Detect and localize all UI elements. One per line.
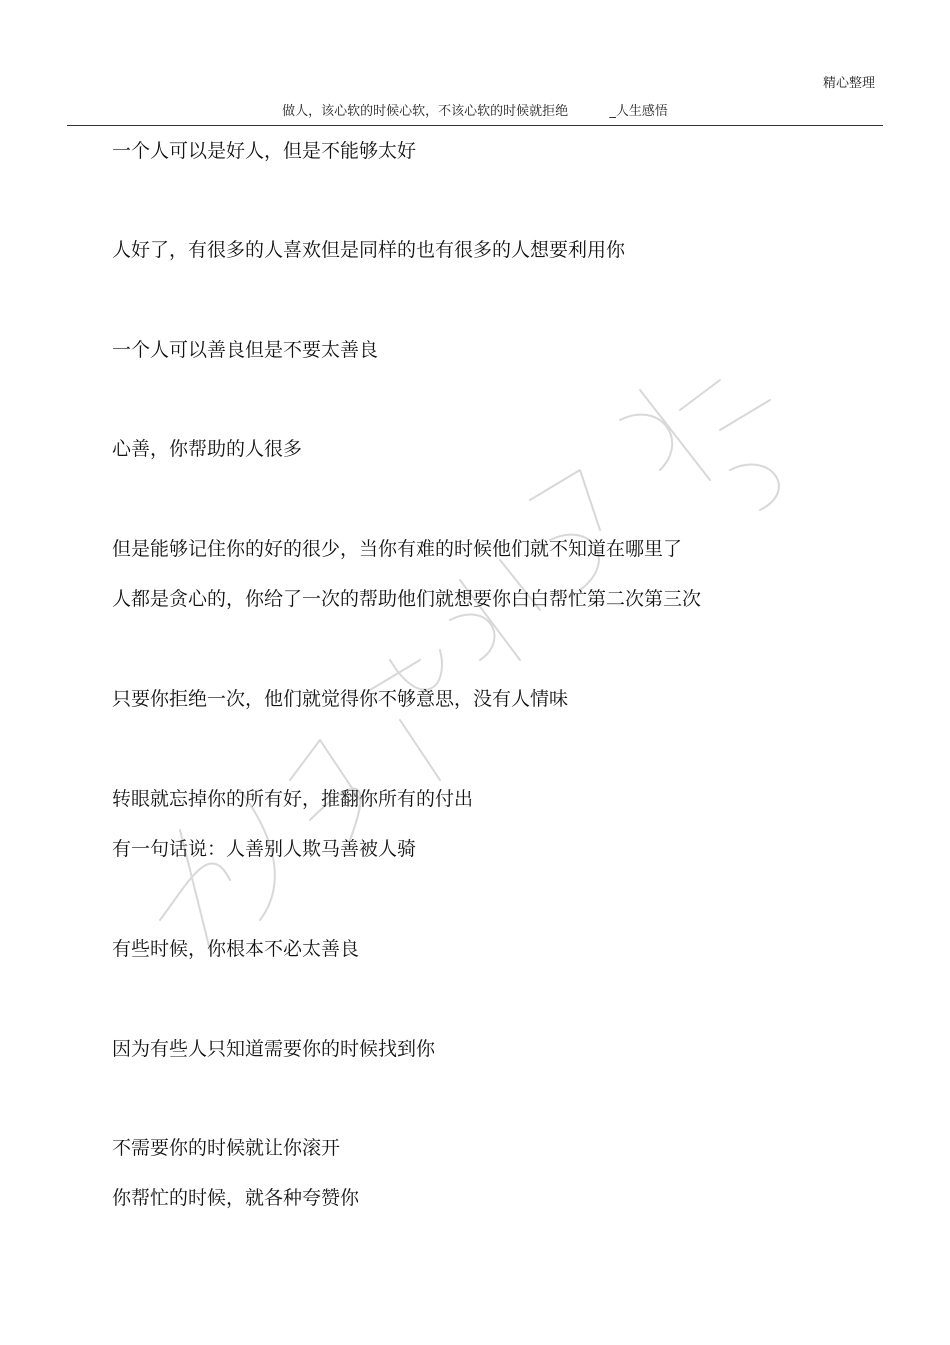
- body-line-3: 一个人可以善良但是不要太善良: [112, 339, 379, 361]
- header-divider: [67, 125, 883, 126]
- body-line-4: 心善，你帮助的人很多: [112, 438, 303, 460]
- body-line-6: 人都是贪心的，你给了一次的帮助他们就想要你白白帮忙第二次第三次: [112, 588, 702, 610]
- body-line-7: 只要你拒绝一次，他们就觉得你不够意思，没有人情味: [112, 688, 569, 710]
- body-line-13: 你帮忙的时候，就各种夸赞你: [112, 1187, 360, 1209]
- header-title: 做人，该心软的时候心软，不该心软的时候就拒绝 _人生感悟: [282, 104, 668, 119]
- body-line-8: 转眼就忘掉你的所有好，推翻你所有的付出: [112, 788, 474, 810]
- body-line-12: 不需要你的时候就让你滚开: [112, 1137, 341, 1159]
- body-line-10: 有些时候，你根本不必太善良: [112, 938, 360, 960]
- header-tag: 精心整理: [822, 76, 875, 91]
- body-line-5: 但是能够记住你的好的很少，当你有难的时候他们就不知道在哪里了: [112, 538, 683, 560]
- body-line-2: 人好了，有很多的人喜欢但是同样的也有很多的人想要利用你: [112, 239, 626, 261]
- body-line-1: 一个人可以是好人，但是不能够太好: [112, 140, 417, 162]
- body-line-11: 因为有些人只知道需要你的时候找到你: [112, 1038, 436, 1060]
- body-line-9: 有一句话说：人善别人欺马善被人骑: [112, 838, 417, 860]
